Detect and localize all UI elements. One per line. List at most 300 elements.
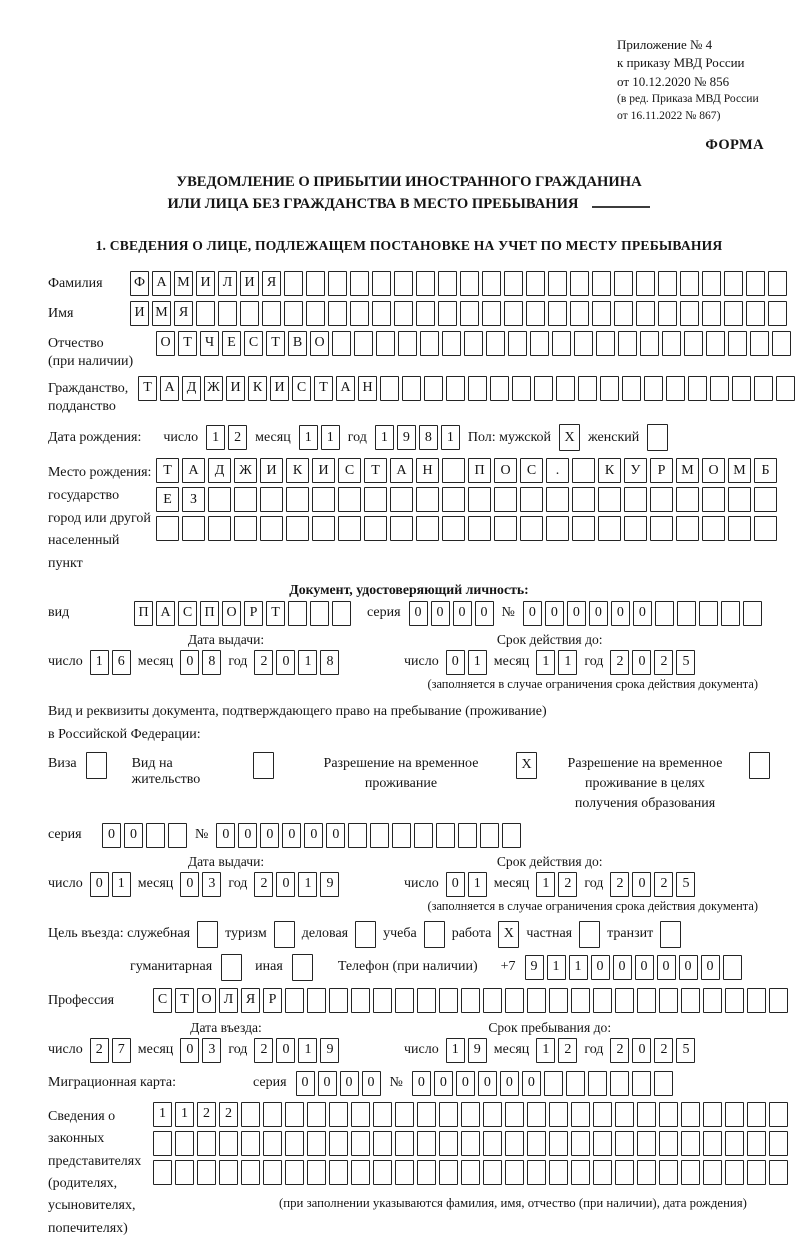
char-cell[interactable]: 0 [340,1071,359,1096]
char-cell[interactable]: Д [208,458,231,483]
char-cell[interactable] [769,1160,788,1185]
char-cell[interactable]: О [702,458,725,483]
char-cell[interactable] [486,331,505,356]
char-cell[interactable] [769,1102,788,1127]
char-cell[interactable]: О [197,988,216,1013]
char-cell[interactable]: С [292,376,311,401]
char-cell[interactable] [566,1071,585,1096]
char-cell[interactable] [596,331,615,356]
char-cell[interactable]: 0 [679,955,698,980]
char-cell[interactable] [414,823,433,848]
char-cell[interactable]: 0 [657,955,676,980]
char-cell[interactable] [571,1102,590,1127]
char-cell[interactable] [746,271,765,296]
char-cell[interactable] [175,1160,194,1185]
char-cell[interactable]: 0 [701,955,720,980]
char-cell[interactable] [549,1102,568,1127]
char-cell[interactable] [221,954,242,981]
char-cell[interactable]: 1 [321,425,340,450]
char-cell[interactable] [615,988,634,1013]
char-cell[interactable]: 1 [547,955,566,980]
char-cell[interactable] [505,988,524,1013]
char-cell[interactable] [328,301,347,326]
char-cell[interactable]: X [559,424,580,451]
char-cell[interactable] [732,376,751,401]
char-cell[interactable] [274,921,295,948]
char-cell[interactable]: 6 [112,650,131,675]
char-cell[interactable] [156,516,179,541]
char-cell[interactable] [549,1131,568,1156]
char-cell[interactable] [505,1131,524,1156]
char-cell[interactable]: Т [138,376,157,401]
char-cell[interactable]: 0 [500,1071,519,1096]
char-cell[interactable]: 1 [536,650,555,675]
char-cell[interactable] [461,1160,480,1185]
char-cell[interactable]: 0 [362,1071,381,1096]
char-cell[interactable] [658,271,677,296]
char-cell[interactable] [482,301,501,326]
char-cell[interactable] [241,1160,260,1185]
char-cell[interactable] [600,376,619,401]
char-cell[interactable]: 0 [632,872,651,897]
char-cell[interactable] [263,1131,282,1156]
char-cell[interactable] [241,1102,260,1127]
char-cell[interactable] [306,301,325,326]
char-cell[interactable] [332,331,351,356]
char-cell[interactable] [747,988,766,1013]
char-cell[interactable] [526,301,545,326]
char-cell[interactable]: 0 [523,601,542,626]
char-cell[interactable] [263,1102,282,1127]
char-cell[interactable]: 0 [434,1071,453,1096]
char-cell[interactable]: 0 [611,601,630,626]
char-cell[interactable] [197,1131,216,1156]
char-cell[interactable]: 1 [536,1038,555,1063]
char-cell[interactable] [364,487,387,512]
char-cell[interactable]: 1 [298,872,317,897]
char-cell[interactable] [292,954,313,981]
char-cell[interactable] [480,823,499,848]
char-cell[interactable]: У [624,458,647,483]
char-cell[interactable]: К [598,458,621,483]
char-cell[interactable]: И [240,271,259,296]
char-cell[interactable] [234,487,257,512]
char-cell[interactable] [504,301,523,326]
char-cell[interactable]: И [196,271,215,296]
char-cell[interactable] [572,487,595,512]
char-cell[interactable] [197,1160,216,1185]
char-cell[interactable] [520,487,543,512]
char-cell[interactable] [571,1131,590,1156]
char-cell[interactable]: 1 [558,650,577,675]
char-cell[interactable] [622,376,641,401]
char-cell[interactable]: Т [364,458,387,483]
char-cell[interactable] [424,376,443,401]
char-cell[interactable] [436,823,455,848]
char-cell[interactable]: 0 [282,823,301,848]
char-cell[interactable]: 0 [304,823,323,848]
char-cell[interactable] [593,988,612,1013]
char-cell[interactable] [593,1160,612,1185]
char-cell[interactable]: 0 [613,955,632,980]
char-cell[interactable] [420,331,439,356]
char-cell[interactable]: 2 [654,872,673,897]
char-cell[interactable]: 8 [202,650,221,675]
char-cell[interactable] [458,823,477,848]
char-cell[interactable] [240,301,259,326]
char-cell[interactable] [743,601,762,626]
char-cell[interactable] [392,823,411,848]
char-cell[interactable]: Н [358,376,377,401]
char-cell[interactable] [754,516,777,541]
char-cell[interactable]: И [260,458,283,483]
char-cell[interactable] [468,376,487,401]
char-cell[interactable] [307,1102,326,1127]
char-cell[interactable]: С [338,458,361,483]
char-cell[interactable] [288,601,307,626]
char-cell[interactable] [196,301,215,326]
char-cell[interactable] [394,301,413,326]
char-cell[interactable]: П [468,458,491,483]
char-cell[interactable] [725,988,744,1013]
char-cell[interactable] [588,1071,607,1096]
char-cell[interactable]: 2 [228,425,247,450]
char-cell[interactable] [286,487,309,512]
char-cell[interactable]: М [676,458,699,483]
char-cell[interactable]: 0 [522,1071,541,1096]
char-cell[interactable] [702,271,721,296]
char-cell[interactable]: Р [650,458,673,483]
char-cell[interactable]: 5 [676,1038,695,1063]
char-cell[interactable]: Т [156,458,179,483]
char-cell[interactable]: 2 [610,872,629,897]
char-cell[interactable] [483,1160,502,1185]
char-cell[interactable] [527,1160,546,1185]
char-cell[interactable] [572,516,595,541]
char-cell[interactable] [505,1160,524,1185]
char-cell[interactable]: 0 [238,823,257,848]
purpose-transit-checkbox[interactable] [660,921,681,948]
purpose-official-checkbox[interactable] [197,921,218,948]
char-cell[interactable]: 1 [468,650,487,675]
char-cell[interactable] [350,271,369,296]
char-cell[interactable] [614,271,633,296]
char-cell[interactable] [655,601,674,626]
char-cell[interactable]: П [134,601,153,626]
char-cell[interactable] [747,1160,766,1185]
char-cell[interactable] [572,458,595,483]
char-cell[interactable] [703,1160,722,1185]
char-cell[interactable] [417,1102,436,1127]
char-cell[interactable] [527,1131,546,1156]
residence-permit-checkbox[interactable] [253,752,274,779]
char-cell[interactable] [208,487,231,512]
char-cell[interactable]: Е [222,331,241,356]
char-cell[interactable] [724,301,743,326]
char-cell[interactable]: 0 [475,601,494,626]
char-cell[interactable] [615,1131,634,1156]
char-cell[interactable] [312,516,335,541]
char-cell[interactable] [721,601,740,626]
char-cell[interactable] [153,1131,172,1156]
char-cell[interactable]: 0 [567,601,586,626]
char-cell[interactable] [416,271,435,296]
char-cell[interactable] [490,376,509,401]
char-cell[interactable] [723,955,742,980]
char-cell[interactable] [284,271,303,296]
char-cell[interactable] [373,1102,392,1127]
char-cell[interactable] [312,487,335,512]
char-cell[interactable] [417,1131,436,1156]
char-cell[interactable] [439,1131,458,1156]
char-cell[interactable]: А [156,601,175,626]
char-cell[interactable]: 1 [298,1038,317,1063]
char-cell[interactable]: О [156,331,175,356]
char-cell[interactable]: Л [218,271,237,296]
char-cell[interactable] [372,301,391,326]
char-cell[interactable]: О [310,331,329,356]
char-cell[interactable] [703,1102,722,1127]
char-cell[interactable]: 2 [610,650,629,675]
char-cell[interactable] [146,823,165,848]
char-cell[interactable] [329,1131,348,1156]
char-cell[interactable] [728,487,751,512]
char-cell[interactable]: Ж [204,376,223,401]
char-cell[interactable]: 2 [197,1102,216,1127]
char-cell[interactable]: М [152,301,171,326]
char-cell[interactable] [329,988,348,1013]
char-cell[interactable] [703,988,722,1013]
char-cell[interactable] [307,988,326,1013]
char-cell[interactable] [338,516,361,541]
char-cell[interactable]: Т [266,601,285,626]
char-cell[interactable] [592,301,611,326]
char-cell[interactable] [285,1102,304,1127]
char-cell[interactable] [284,301,303,326]
char-cell[interactable]: 1 [569,955,588,980]
char-cell[interactable] [505,1102,524,1127]
char-cell[interactable] [416,301,435,326]
char-cell[interactable] [676,487,699,512]
char-cell[interactable] [483,1102,502,1127]
char-cell[interactable]: 0 [633,601,652,626]
char-cell[interactable]: 1 [206,425,225,450]
char-cell[interactable] [468,516,491,541]
char-cell[interactable] [549,1160,568,1185]
char-cell[interactable] [624,516,647,541]
char-cell[interactable] [306,271,325,296]
char-cell[interactable] [168,823,187,848]
char-cell[interactable]: 1 [298,650,317,675]
char-cell[interactable] [520,516,543,541]
char-cell[interactable] [749,752,770,779]
char-cell[interactable]: Е [156,487,179,512]
char-cell[interactable] [395,988,414,1013]
char-cell[interactable] [615,1160,634,1185]
char-cell[interactable]: З [182,487,205,512]
char-cell[interactable] [395,1102,414,1127]
char-cell[interactable] [442,487,465,512]
char-cell[interactable]: 1 [375,425,394,450]
char-cell[interactable]: Т [314,376,333,401]
char-cell[interactable]: 9 [320,1038,339,1063]
char-cell[interactable] [218,301,237,326]
char-cell[interactable] [681,1131,700,1156]
char-cell[interactable]: 0 [276,872,295,897]
char-cell[interactable] [570,271,589,296]
char-cell[interactable] [376,331,395,356]
male-checkbox[interactable] [559,424,580,451]
char-cell[interactable]: 0 [276,650,295,675]
char-cell[interactable] [153,1160,172,1185]
char-cell[interactable]: С [178,601,197,626]
char-cell[interactable] [746,301,765,326]
char-cell[interactable] [728,516,751,541]
char-cell[interactable] [702,516,725,541]
char-cell[interactable] [615,1102,634,1127]
char-cell[interactable] [508,331,527,356]
char-cell[interactable] [219,1131,238,1156]
char-cell[interactable] [556,376,575,401]
char-cell[interactable] [754,376,773,401]
char-cell[interactable] [530,331,549,356]
char-cell[interactable] [86,752,107,779]
char-cell[interactable]: 2 [610,1038,629,1063]
char-cell[interactable]: Т [266,331,285,356]
char-cell[interactable]: 0 [412,1071,431,1096]
char-cell[interactable] [637,1102,656,1127]
char-cell[interactable] [482,271,501,296]
char-cell[interactable] [442,331,461,356]
char-cell[interactable] [747,1102,766,1127]
char-cell[interactable] [395,1131,414,1156]
char-cell[interactable]: И [130,301,149,326]
char-cell[interactable] [684,331,703,356]
char-cell[interactable] [728,331,747,356]
char-cell[interactable] [348,823,367,848]
char-cell[interactable]: Ж [234,458,257,483]
char-cell[interactable] [416,516,439,541]
char-cell[interactable] [398,331,417,356]
char-cell[interactable] [725,1131,744,1156]
char-cell[interactable] [438,301,457,326]
char-cell[interactable] [438,271,457,296]
char-cell[interactable]: М [174,271,193,296]
char-cell[interactable] [424,921,445,948]
char-cell[interactable]: Б [754,458,777,483]
char-cell[interactable] [286,516,309,541]
char-cell[interactable] [593,1102,612,1127]
char-cell[interactable] [706,331,725,356]
char-cell[interactable] [338,487,361,512]
char-cell[interactable]: 0 [326,823,345,848]
char-cell[interactable] [598,487,621,512]
char-cell[interactable] [650,487,673,512]
char-cell[interactable] [390,516,413,541]
char-cell[interactable] [461,988,480,1013]
char-cell[interactable]: И [270,376,289,401]
char-cell[interactable]: А [336,376,355,401]
char-cell[interactable] [676,516,699,541]
char-cell[interactable]: А [182,458,205,483]
char-cell[interactable] [351,1102,370,1127]
char-cell[interactable] [659,1160,678,1185]
char-cell[interactable] [680,301,699,326]
char-cell[interactable] [182,516,205,541]
char-cell[interactable] [351,1131,370,1156]
char-cell[interactable] [769,1131,788,1156]
char-cell[interactable] [442,516,465,541]
char-cell[interactable] [776,376,795,401]
char-cell[interactable] [624,487,647,512]
char-cell[interactable]: . [546,458,569,483]
char-cell[interactable]: 0 [635,955,654,980]
char-cell[interactable]: О [222,601,241,626]
char-cell[interactable] [219,1160,238,1185]
char-cell[interactable]: М [728,458,751,483]
char-cell[interactable] [681,988,700,1013]
char-cell[interactable] [552,331,571,356]
char-cell[interactable] [593,1131,612,1156]
char-cell[interactable]: Д [182,376,201,401]
char-cell[interactable] [598,516,621,541]
char-cell[interactable] [494,516,517,541]
char-cell[interactable]: 2 [254,1038,273,1063]
char-cell[interactable]: 1 [175,1102,194,1127]
char-cell[interactable]: 7 [112,1038,131,1063]
char-cell[interactable]: К [248,376,267,401]
char-cell[interactable]: X [498,921,519,948]
char-cell[interactable]: 0 [446,872,465,897]
char-cell[interactable] [390,487,413,512]
char-cell[interactable]: 0 [632,650,651,675]
char-cell[interactable] [650,516,673,541]
char-cell[interactable] [370,823,389,848]
char-cell[interactable]: В [288,331,307,356]
char-cell[interactable] [364,516,387,541]
char-cell[interactable] [439,1160,458,1185]
char-cell[interactable]: Я [241,988,260,1013]
char-cell[interactable] [439,988,458,1013]
char-cell[interactable]: 2 [654,650,673,675]
char-cell[interactable]: Ф [130,271,149,296]
char-cell[interactable] [769,988,788,1013]
purpose-study-checkbox[interactable] [424,921,445,948]
char-cell[interactable]: Я [174,301,193,326]
purpose-humanitarian-checkbox[interactable] [221,954,242,981]
char-cell[interactable] [234,516,257,541]
char-cell[interactable] [373,988,392,1013]
char-cell[interactable] [699,601,718,626]
char-cell[interactable] [504,271,523,296]
char-cell[interactable]: 0 [431,601,450,626]
char-cell[interactable]: 3 [202,872,221,897]
char-cell[interactable] [394,271,413,296]
char-cell[interactable]: 8 [320,650,339,675]
char-cell[interactable] [768,301,787,326]
char-cell[interactable]: 0 [296,1071,315,1096]
char-cell[interactable] [285,1160,304,1185]
char-cell[interactable] [307,1131,326,1156]
char-cell[interactable] [351,1160,370,1185]
char-cell[interactable] [592,271,611,296]
char-cell[interactable] [460,271,479,296]
char-cell[interactable] [502,823,521,848]
char-cell[interactable] [351,988,370,1013]
char-cell[interactable] [579,921,600,948]
char-cell[interactable]: 1 [441,425,460,450]
char-cell[interactable]: Ч [200,331,219,356]
